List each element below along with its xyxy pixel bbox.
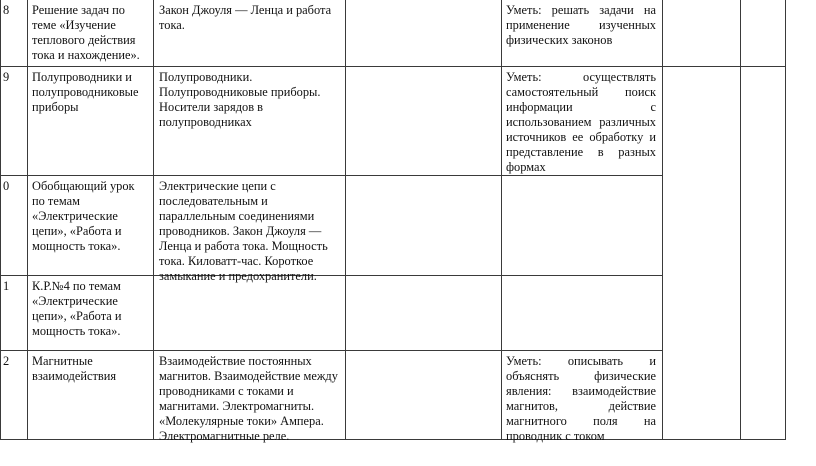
lesson-content: Взаимодействие постоянных магнитов. Взаимодействие между проводниками с токами и магнитами. Электромагниты. «Молекулярные токи» Ампера. Электромагнитные реле. bbox=[159, 354, 338, 443]
row-number: 0 bbox=[3, 179, 10, 193]
lesson-skills: Уметь: осуществлять самостоятельный поиск информации с использованием различных источников ее обработку и представление в разных формах bbox=[506, 70, 656, 174]
row-number: 1 bbox=[3, 279, 10, 293]
lesson-topic: Полупроводники и полупроводниковые приборы bbox=[32, 70, 139, 114]
lesson-topic: Магнитные взаимодействия bbox=[32, 354, 117, 383]
lesson-topic: Решение задач по теме «Изучение теплового действия тока и нахождение». bbox=[32, 3, 140, 62]
lesson-content: Полупроводники. Полупроводниковые приборы. Носители зарядов в полупроводниках bbox=[159, 70, 321, 129]
lesson-skills: Уметь: описывать и объяснять физические явления: взаимодействие магнитов, действие магнитного поля на проводник с током bbox=[506, 354, 656, 443]
lesson-content: Закон Джоуля — Ленца и работа тока. bbox=[159, 3, 332, 32]
table-border bbox=[0, 66, 786, 67]
table-border bbox=[0, 439, 786, 440]
row-number: 9 bbox=[3, 70, 10, 84]
lesson-skills: Уметь: решать задачи на применение изученных физических законов bbox=[506, 3, 656, 47]
lesson-topic: Обобщающий урок по темам «Электрические цепи», «Работа и мощность тока». bbox=[32, 179, 135, 253]
lesson-content: Электрические цепи с последовательным и параллельным соединениями проводников. Закон Джоуля — Ленца и работа тока. Мощность тока. Киловатт-час. Короткое замыкание и предохранители. bbox=[159, 179, 328, 283]
row-number: 2 bbox=[3, 354, 10, 368]
row-number: 8 bbox=[3, 3, 10, 17]
lesson-topic: К.Р.№4 по темам «Электрические цепи», «Работа и мощность тока». bbox=[32, 279, 122, 338]
table-border bbox=[0, 350, 662, 351]
table-border bbox=[0, 175, 662, 176]
